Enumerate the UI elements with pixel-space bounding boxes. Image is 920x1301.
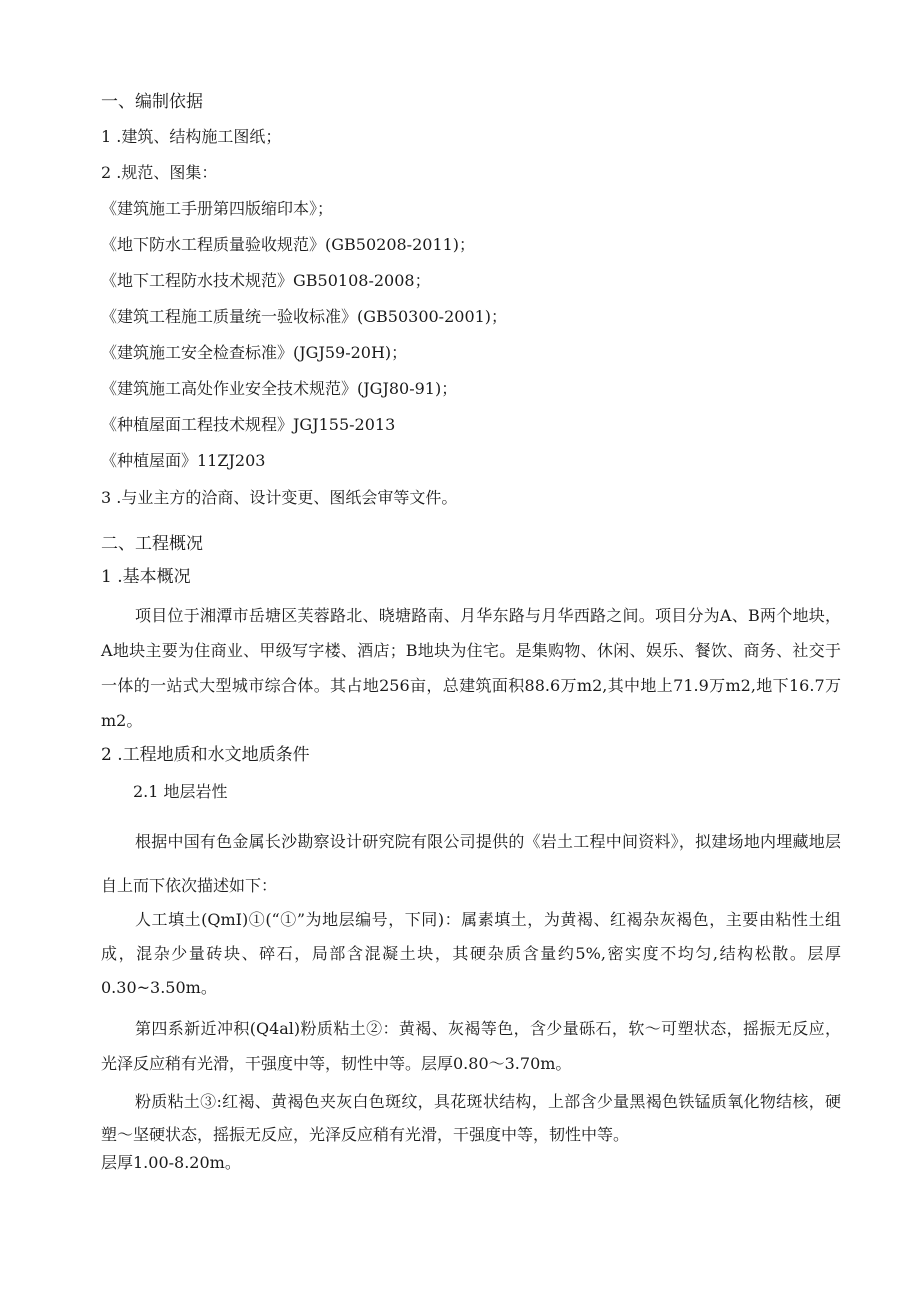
section-title-overview: 二、工程概况 [101, 534, 203, 554]
strata-intro-paragraph: 根据中国有色金属长沙勘察设计研究院有限公司提供的《岩土工程中间资料》，拟建场地内埋藏地层自上而下依次描述如下： [101, 832, 841, 895]
reference-item: 《建筑施工高处作业安全技术规范》(JGJ80-91)； [101, 379, 458, 398]
overview-subtitle-basic: 1 .基本概况 [101, 567, 191, 587]
overview-subtitle-geology: 2 .工程地质和水文地质条件 [101, 745, 310, 765]
reference-item: 《建筑施工手册第四版缩印本》； [101, 199, 334, 218]
reference-item: 《种植屋面工程技术规程》JGJ155-2013 [101, 415, 396, 434]
section-title-basis: 一、编制依据 [101, 92, 203, 112]
basis-item-documents: 3 .与业主方的洽商、设计变更、图纸会审等文件。 [101, 488, 458, 507]
reference-item: 《建筑工程施工质量统一验收标准》(GB50300-2001)； [101, 307, 508, 326]
subsection-title-strata: 2.1 地层岩性 [133, 782, 228, 801]
reference-item: 《地下工程防水技术规范》GB50108-2008； [101, 271, 431, 290]
layer-3-description: 粉质粘土③:红褐、黄褐色夹灰白色斑纹，具花斑状结构，上部含少量黑褐色铁锰质氧化物结核，硬塑～坚硬状态，摇振无反应，光泽反应稍有光滑，干强度中等，韧性中等。 [101, 1092, 841, 1144]
reference-item: 《建筑施工安全检查标准》(JGJ59-20H)； [101, 343, 408, 362]
layer-2-description: 第四系新近冲积(Q4al)粉质粘土②：黄褐、灰褐等色，含少量砾石，软～可塑状态，摇振无反应，光泽反应稍有光滑，干强度中等，韧性中等。层厚0.80～3.70m。 [101, 1019, 841, 1073]
layer-3-thickness: 层厚1.00-8.20m。 [101, 1153, 241, 1172]
overview-paragraph: 项目位于湘潭市岳塘区芙蓉路北、晓塘路南、月华东路与月华西路之间。项目分为A、B两个地块，A地块主要为住商业、甲级写字楼、酒店；B地块为住宅。是集购物、休闲、娱乐、餐饮、商务、社交于一体的一站式大型城市综合体。其占地256亩，总建筑面积88.6万m2,其中地上71.9万m2,地下16.7万m2。 [101, 606, 841, 730]
layer-1-description: 人工填土(QmI)①(“①”为地层编号，下同)：属素填土，为黄褐、红褐杂灰褐色，主要由粘性土组成，混杂少量砖块、碎石，局部含混凝土块，其硬杂质含量约5%,密实度不均匀,结构松散。层厚0.30~3.50m。 [101, 910, 841, 997]
basis-item-drawings: 1 .建筑、结构施工图纸； [101, 127, 282, 146]
reference-item: 《地下防水工程质量验收规范》(GB50208-2011)； [101, 235, 476, 254]
reference-item: 《种植屋面》11ZJ203 [101, 451, 266, 470]
basis-item-standards: 2 .规范、图集： [101, 163, 218, 182]
